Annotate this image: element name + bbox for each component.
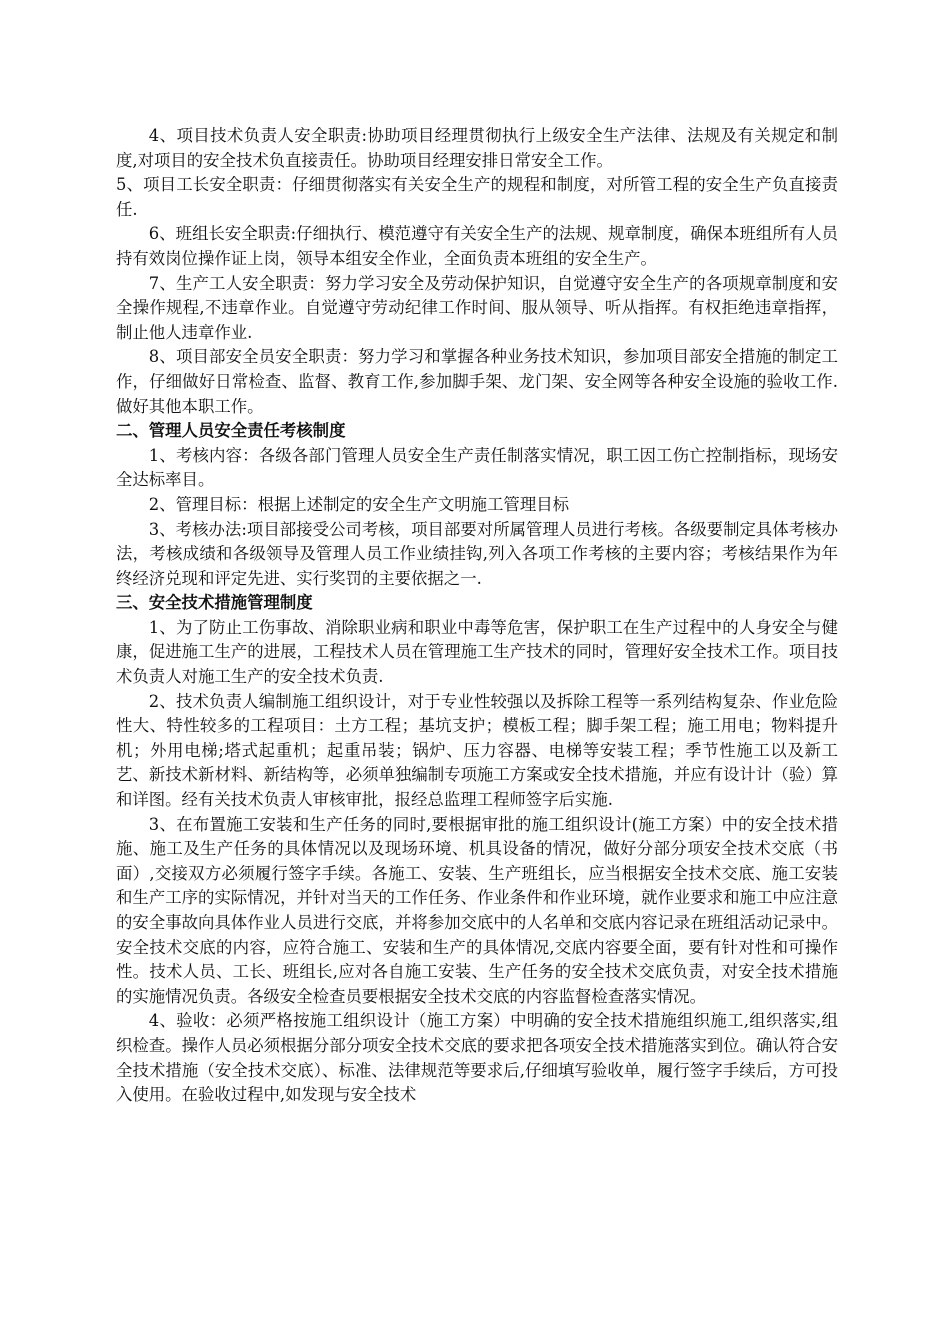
paragraph-technical-briefing: 3、在布置施工安装和生产任务的同时,要根据审批的施工组织设计(施工方案）中的安全技术措施、施工及生产任务的具体情况以及现场环境、机具设备的情况，做好分部分项安全技术交底（书面）,交接双方必须履行签字手续。各施工、安装、生产班组长，应当根据安全技术交底、施工安装和生产工序的实际情况，并针对当天的工作任务、作业条件和作业环境，就作业要求和施工中应注意的安全事故向具体作业人员进行交底，并将参加交底中的人名单和交底内容记录在班组活动记录中。安全技术交底的内容，应符合施工、安装和生产的具体情况,交底内容要全面，要有针对性和可操作性。技术人员、工长、班组长,应对各自施工安装、生产任务的安全技术交底负责，对安全技术措施的实施情况负责。各级安全检查员要根据安全技术交底的内容监督检查落实情况。 (116, 814, 838, 1006)
document-body (116, 124, 838, 1108)
paragraph-7-worker-duties: 7、生产工人安全职责：努力学习安全及劳动保护知识，自觉遵守安全生产的各项规章制度和安全操作规程,不违章作业。自觉遵守劳动纪律工作时间、服从领导、听从指挥。有权拒绝违章指挥，制止他人违章作业. (116, 273, 838, 342)
paragraph-5-foreman-duties: 5、项目工长安全职责：仔细贯彻落实有关安全生产的规程和制度，对所管工程的安全生产负直接责任. (116, 175, 838, 219)
paragraph-8-safety-officer-duties: 8、项目部安全员安全职责：努力学习和掌握各种业务技术知识，参加项目部安全措施的制定工作，仔细做好日常检查、监督、教育工作,参加脚手架、龙门架、安全网等各种安全设施的验收工作.做好其他本职工作。 (116, 347, 838, 416)
paragraph-4-tech-lead-duties: 4、项目技术负责人安全职责:协助项目经理贯彻执行上级安全生产法律、法规及有关规定和制度,对项目的安全技术负直接责任。协助项目经理安排日常安全工作。 (116, 126, 838, 170)
section-heading-3: 三、安全技术措施管理制度 (116, 593, 313, 613)
paragraph-accident-prevention: 1、为了防止工伤事故、消除职业病和职业中毒等危害，保护职工在生产过程中的人身安全与健康，促进施工生产的进展，工程技术人员在管理施工生产技术的同时，管理好安全技术工作。项目技术负责人对施工生产的安全技术负责. (116, 617, 838, 687)
paragraph-assessment-method: 3、考核办法:项目部接受公司考核，项目部要对所属管理人员进行考核。各级要制定具体考核办法，考核成绩和各级领导及管理人员工作业绩挂钩,列入各项工作考核的主要内容；考核结果作为年终经济兑现和评定先进、实行奖罚的主要依据之一. (116, 519, 838, 588)
paragraph-construction-plan: 2、技术负责人编制施工组织设计，对于专业性较强以及拆除工程等一系列结构复杂、作业危险性大、特性较多的工程项目：土方工程；基坑支护；模板工程；脚手架工程；施工用电；物料提升机；外用电梯;塔式起重机；起重吊装；锅炉、压力容器、电梯等安装工程；季节性施工以及新工艺、新技术新材料、新结构等，必须单独编制专项施工方案或安全技术措施，并应有设计计（验）算和详图。经有关技术负责人审核审批，报经总监理工程师签字后实施. (116, 691, 838, 810)
paragraph-management-goal: 2、管理目标：根据上述制定的安全生产文明施工管理目标 (148, 494, 569, 514)
paragraph-assessment-content: 1、考核内容：各级各部门管理人员安全生产责任制落实情况，职工因工伤亡控制指标，现场安全达标率目。 (116, 445, 838, 490)
section-heading-2: 二、管理人员安全责任考核制度 (116, 421, 346, 441)
paragraph-acceptance: 4、验收：必须严格按施工组织设计（施工方案）中明确的安全技术措施组织施工,组织落实,组织检查。操作人员必须根据分部分项安全技术交底的要求把各项安全技术措施落实到位。确认符合安全技术措施（安全技术交底）、标准、法律规范等要求后,仔细填写验收单，履行签字手续后，方可投入使用。在验收过程中,如发现与安全技术 (116, 1011, 838, 1105)
paragraph-6-team-lead-duties: 6、班组长安全职责:仔细执行、模范遵守有关安全生产的法规、规章制度，确保本班组所有人员持有效岗位操作证上岗，领导本组安全作业，全面负责本班组的安全生产。 (116, 224, 838, 268)
